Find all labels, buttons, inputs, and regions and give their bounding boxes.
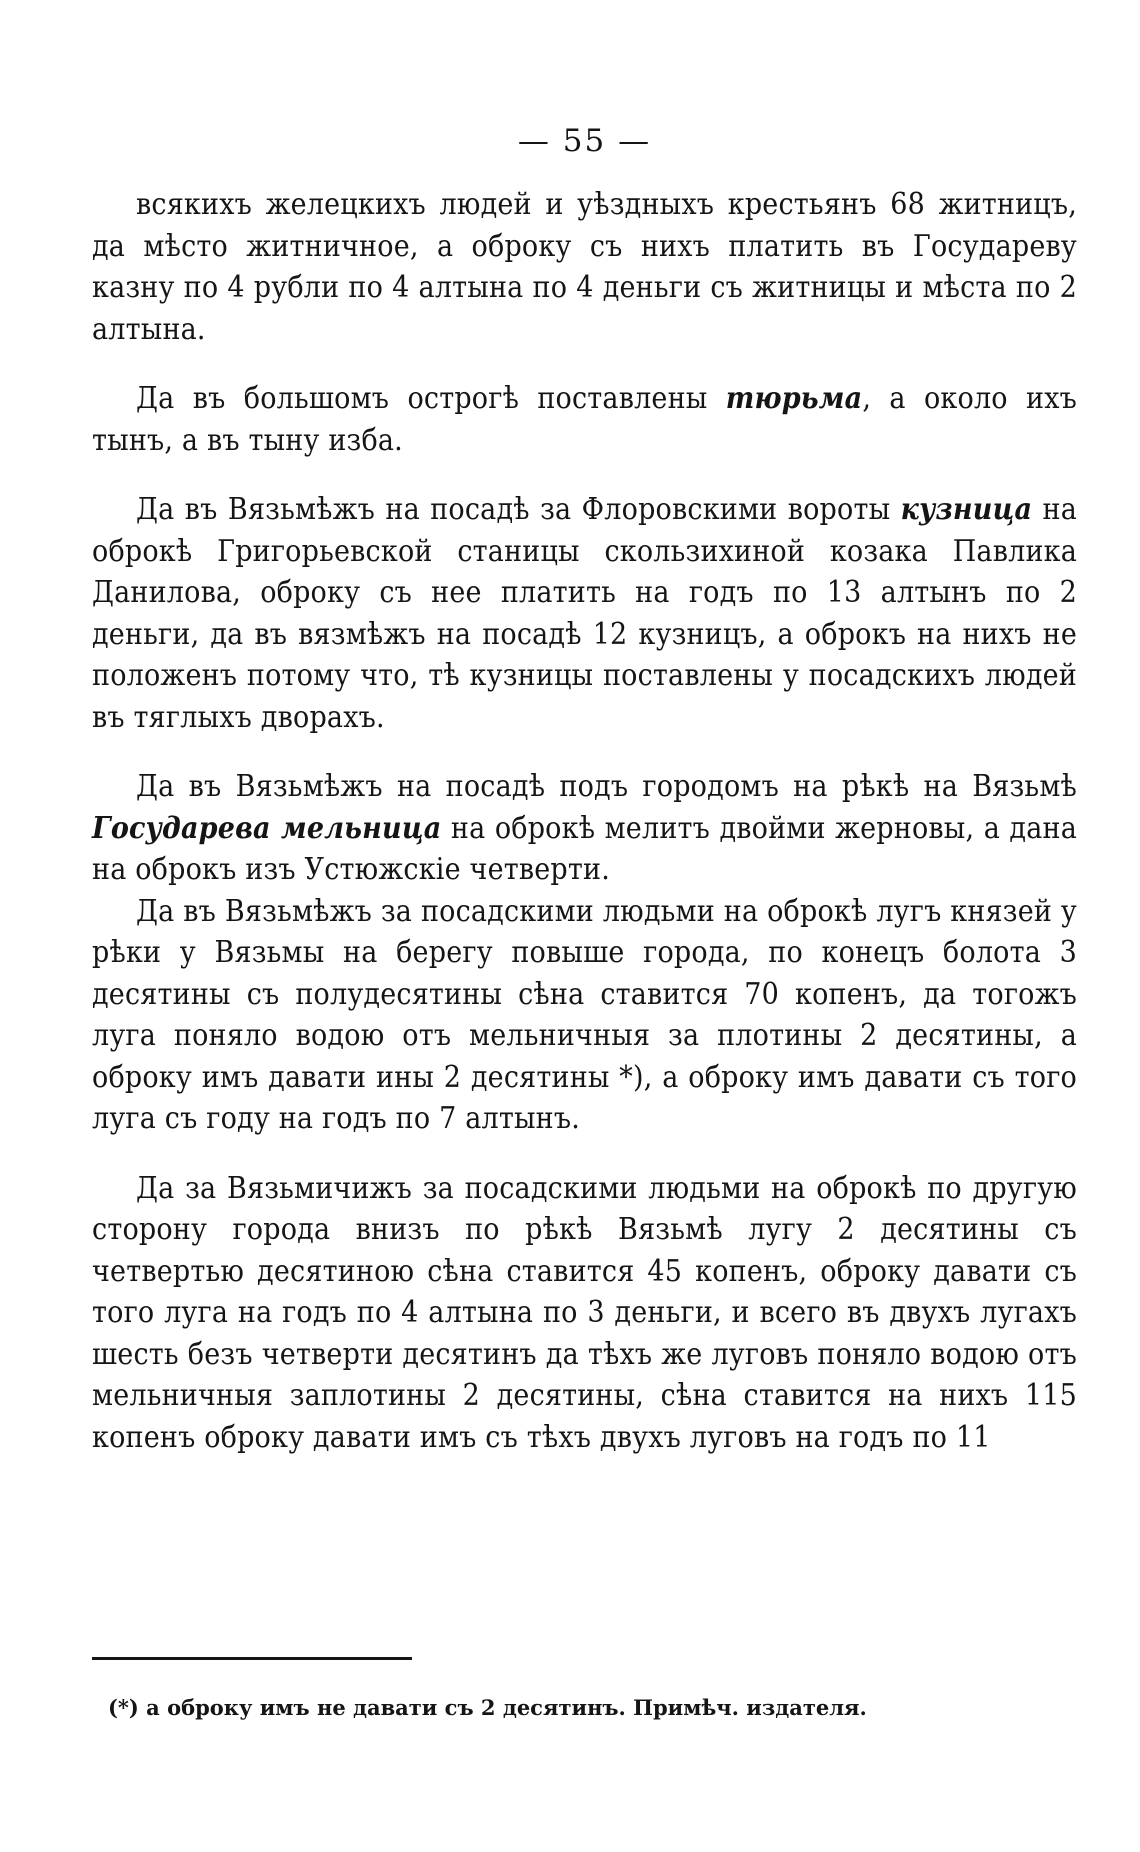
emphasis-smithy: кузница <box>900 492 1033 527</box>
paragraph-6 <box>92 1168 1077 1459</box>
paragraph-text: всякихъ желецкихъ людей и уѣздныхъ крестьянъ 68 житницъ, да мѣсто житничное, а оброку съ нихъ платить въ Государеву казну по 4 рубли по 4 алтына по 4 деньги съ житницы и мѣста по 2 алтына. <box>92 187 1077 347</box>
page-body <box>92 118 1077 1458</box>
paragraph-text: Да въ Вязьмѣжъ на посадѣ за Флоровскими вороты <box>136 492 901 527</box>
paragraph-5 <box>92 891 1077 1140</box>
paragraph-text: на оброкѣ мелитъ двойми жерновы, а дана на оброкъ изъ Устюжскіе четверти. <box>92 810 1077 887</box>
page-number: — 55 — <box>517 123 652 159</box>
emphasis-mill: Государева мельница <box>92 810 442 846</box>
footnote: (*) а оброку имъ не давати съ 2 десятинъ. Примѣч. издателя. <box>108 1695 867 1720</box>
paragraph-2 <box>92 378 1077 461</box>
paragraph-text: Да въ Вязьмѣжъ на посадѣ подъ городомъ на рѣкѣ на Вязьмѣ <box>136 769 1077 804</box>
paragraph-1 <box>92 184 1077 350</box>
paragraph-text: Да въ Вязьмѣжъ за посадскими людьми на оброкѣ лугъ князей у рѣки у Вязьмы на берегу повыше города, по конецъ болота 3 десятины съ полудесятины сѣна ставится 70 копенъ, да тогожъ луга поняло водою отъ мельничныя за плотины 2 десятины, а оброку имъ давати ины 2 десятины *), а оброку имъ давати съ того луга съ году на годъ по 7 алтынъ. <box>92 893 1077 1136</box>
footnote-divider <box>92 1657 412 1660</box>
paragraph-4 <box>92 766 1077 891</box>
paragraph-text: , а около ихъ тынъ, а въ тыну изба. <box>92 381 1077 458</box>
paragraph-text: Да въ большомъ острогѣ поставлены <box>136 381 726 416</box>
paragraph-text: Да за Вязьмичижъ за посадскими людьми на оброкѣ по другую сторону города внизъ по рѣкѣ Вязьмѣ лугу 2 десятины съ четвертью десятиною сѣна ставится 45 копенъ, оброку давати съ того луга на годъ по 4 алтына по 3 деньги, и всего въ двухъ лугахъ шесть безъ четверти десятинъ да тѣхъ же луговъ поняло водою отъ мельничныя заплотины 2 десятины, сѣна ставится на нихъ 115 копенъ оброку давати имъ съ тѣхъ двухъ луговъ на годъ по 11 <box>92 1170 1077 1455</box>
paragraph-3 <box>92 489 1077 738</box>
emphasis-prison: тюрьма <box>725 381 863 416</box>
paragraph-text: на оброкѣ Григорьевской станицы скользихиной козака Павлика Данилова, оброку съ нее платить на годъ по 13 алтынъ по 2 деньги, да въ вязмѣжъ на посадѣ 12 кузницъ, а оброкъ на нихъ не положенъ потому что, тѣ кузницы поставлены у посадскихъ людей въ тяглыхъ дворахъ. <box>92 492 1077 735</box>
